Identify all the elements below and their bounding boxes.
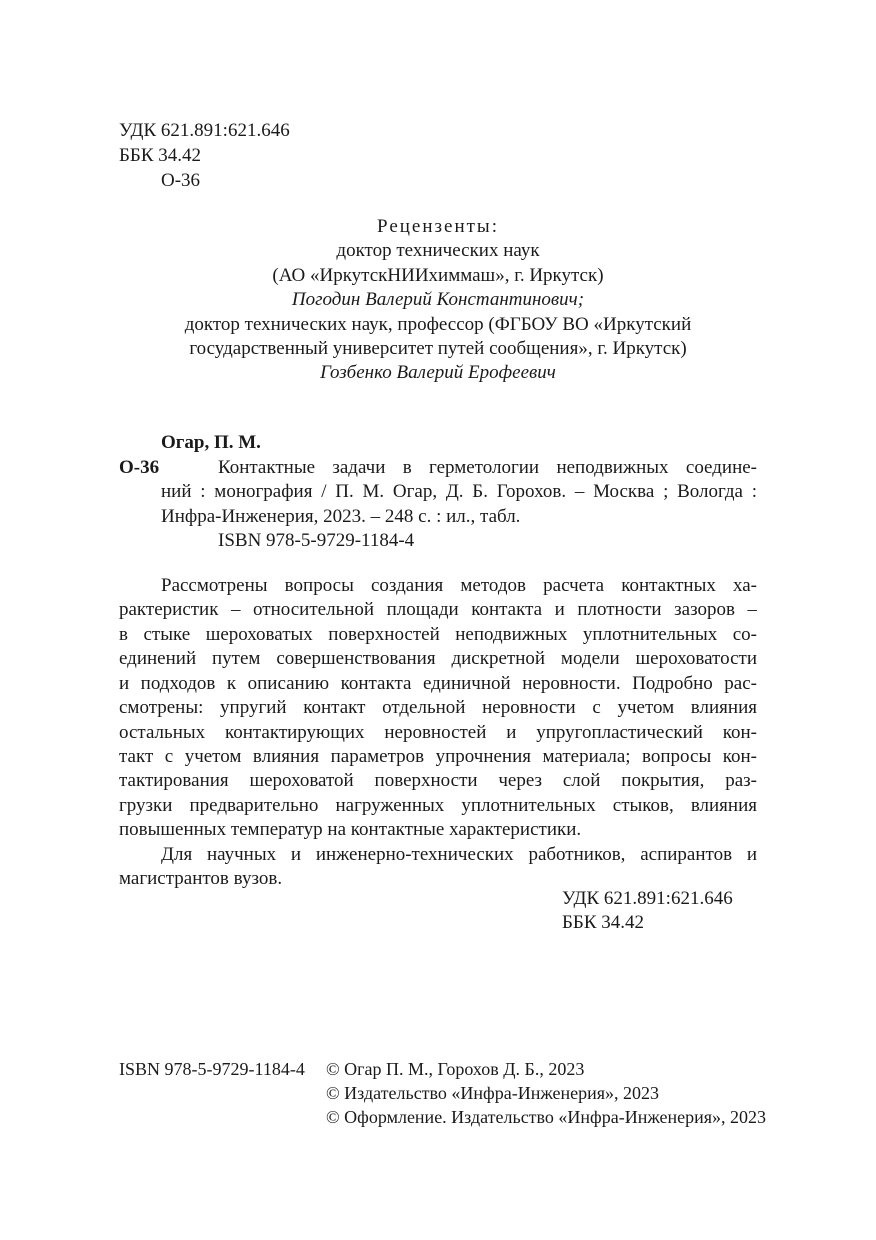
abstract-line: единений путем совершенствования дискретной модели шероховатости <box>119 648 757 669</box>
abstract-line: такт с учетом влияния параметров упрочнения материала; вопросы кон- <box>119 746 757 767</box>
reviewer-line: (АО «ИркутскНИИхиммаш», г. Иркутск) <box>272 265 604 286</box>
bib-line: Инфра-Инженерия, 2023. – 248 с. : ил., табл. <box>161 506 521 527</box>
reviewer-name: Гозбенко Валерий Ерофеевич <box>320 362 556 383</box>
abstract-line: и подходов к описанию контакта единичной неровности. Подробно рас- <box>119 673 757 694</box>
audience-line: Для научных и инженерно-технических работников, аспирантов и <box>161 844 757 865</box>
reviewer-name: Погодин Валерий Константинович; <box>291 289 585 310</box>
copyright-line: © Издательство «Инфра-Инженерия», 2023 <box>326 1083 660 1103</box>
abstract-line: грузки предварительно нагруженных уплотнительных стыков, влияния <box>119 795 757 816</box>
bib-author: Огар, П. М. <box>161 432 261 453</box>
bbk-code: ББК 34.42 <box>119 145 201 166</box>
audience-line: магистрантов вузов. <box>119 868 283 889</box>
bib-line: Контактные задачи в герметологии неподвижных соедине- <box>218 457 757 478</box>
reviewer-line: доктор технических наук <box>336 240 540 261</box>
abstract-line: повышенных температур на контактные характеристики. <box>119 819 582 840</box>
reviewers-title: Рецензенты: <box>377 216 499 237</box>
abstract-line: Рассмотрены вопросы создания методов расчета контактных ха- <box>161 575 757 596</box>
bib-isbn: ISBN 978-5-9729-1184-4 <box>218 530 415 551</box>
abstract-line: остальных контактирующих неровностей и упругопластический кон- <box>119 722 757 743</box>
udk-code: УДК 621.891:621.646 <box>119 120 290 141</box>
abstract-line: смотрены: упругий контакт отдельной неровности с учетом влияния <box>119 697 757 718</box>
bib-code: О-36 <box>119 457 160 478</box>
author-sign-code: О-36 <box>161 170 201 191</box>
abstract-line: тактирования шероховатой поверхности через слой покрытия, раз- <box>119 770 757 791</box>
abstract-line: в стыке шероховатых поверхностей неподвижных уплотнительных со- <box>119 624 757 645</box>
reviewer-line: доктор технических наук, профессор (ФГБОУ ВО «Иркутский <box>184 314 692 335</box>
copyright-line: © Оформление. Издательство «Инфра-Инженерия», 2023 <box>326 1107 767 1127</box>
footer-udk-code: УДК 621.891:621.646 <box>562 888 733 909</box>
bib-line: ний : монография / П. М. Огар, Д. Б. Горохов. – Москва ; Вологда : <box>161 481 757 502</box>
reviewer-line: государственный университет путей сообщения», г. Иркутск) <box>189 338 687 359</box>
footer-bbk-code: ББК 34.42 <box>562 912 644 933</box>
copyright-line: © Огар П. М., Горохов Д. Б., 2023 <box>326 1059 585 1079</box>
abstract-line: рактеристик – относительной площади контакта и плотности зазоров – <box>119 599 757 620</box>
copyright-isbn: ISBN 978-5-9729-1184-4 <box>119 1059 305 1079</box>
